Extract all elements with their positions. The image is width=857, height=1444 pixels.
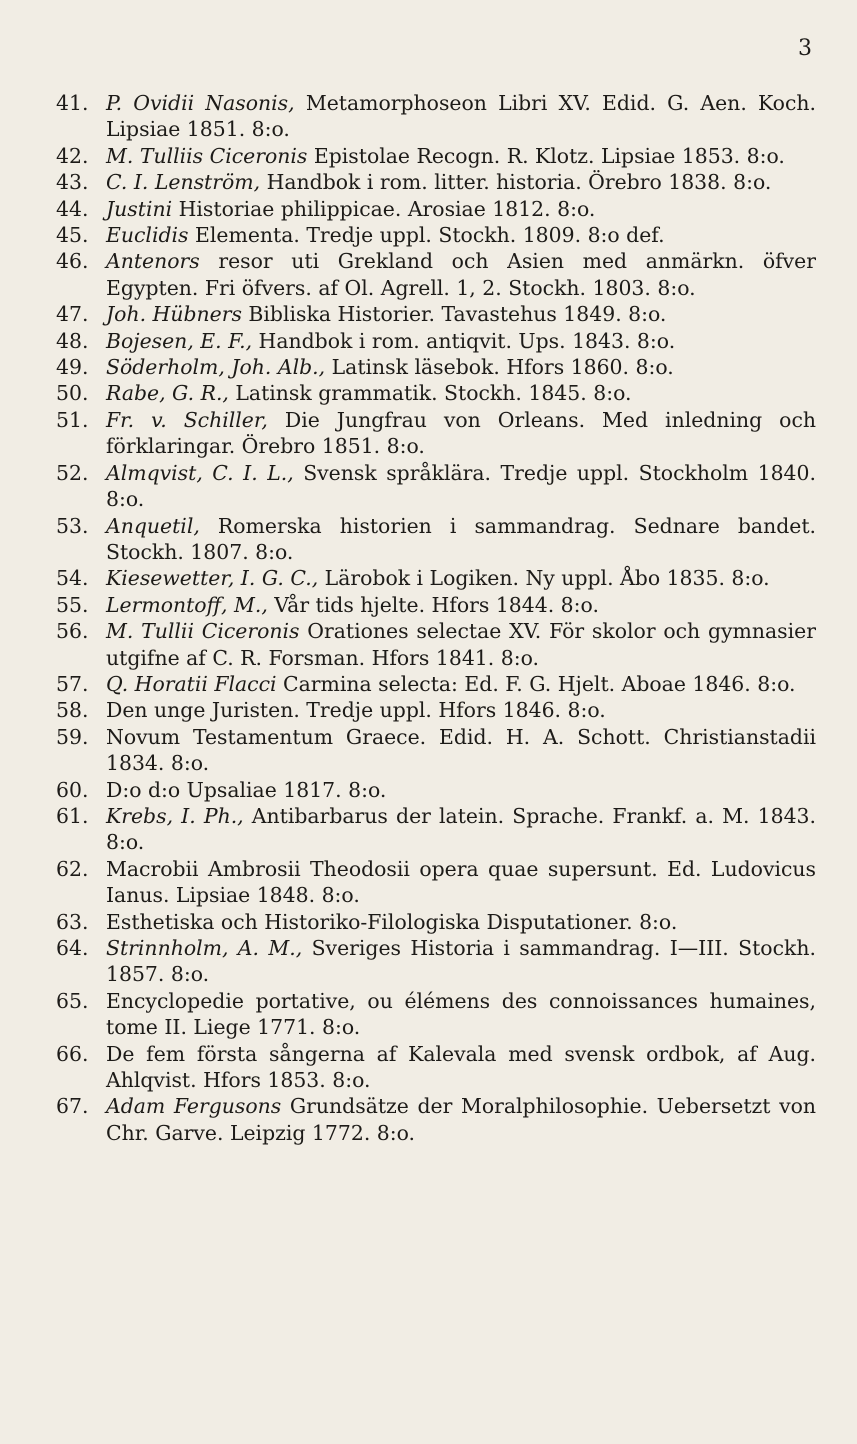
bibliography-entry	[56, 671, 816, 697]
bibliography-entry	[56, 328, 816, 354]
entry-number: 43.	[56, 170, 89, 195]
bibliography-entry	[56, 222, 816, 248]
bibliography-entry	[56, 513, 816, 566]
entry-text: Metamorphoseon Libri XV. Edid. G. Aen. Koch. Lipsiae 1851. 8:o.	[106, 91, 816, 142]
bibliography-entry	[56, 856, 816, 909]
entry-number: 48.	[56, 328, 89, 353]
bibliography-entry	[56, 803, 816, 856]
entry-number: 64.	[56, 936, 89, 960]
bibliography-entry	[56, 777, 816, 803]
entry-text: De fem första sångerna af Kalevala med svensk ordbok, af Aug. Ahlqvist. Hfors 1853. 8:o.	[106, 1041, 816, 1093]
bibliography-entry	[56, 169, 816, 195]
entry-number: 57.	[56, 671, 89, 696]
bibliography-entry	[56, 248, 816, 301]
entry-number: 52.	[56, 460, 89, 485]
entry-text: Vår tids hjelte. Hfors 1844. 8:o.	[267, 592, 599, 617]
entry-number: 44.	[56, 196, 89, 221]
entry-author: Euclidis	[106, 223, 189, 248]
entry-author: Söderholm, Joh. Alb.,	[106, 355, 326, 380]
entry-text: resor uti Grekland och Asien med anmärkn. öfver Egypten. Fri öfvers. af Ol. Agrell. 1, 2. Stockh. 1803. 8:o.	[106, 249, 816, 300]
entry-number: 55.	[56, 592, 89, 617]
bibliography-entry	[56, 407, 816, 460]
entry-number: 66.	[56, 1041, 89, 1066]
entry-text: Handbok i rom. antiqvit. Ups. 1843. 8:o.	[252, 328, 676, 353]
entry-number: 63.	[56, 909, 89, 934]
bibliography-entry	[56, 301, 816, 327]
entry-author: C. I. Lenström,	[106, 170, 261, 195]
entry-author: Justini	[106, 196, 173, 221]
entry-text: Grundsätze der Moralphilosophie. Uebersetzt von Chr. Garve. Leipzig 1772. 8:o.	[106, 1094, 816, 1145]
entry-text: Antibarbarus der latein. Sprache. Frankf. a. M. 1843. 8:o.	[106, 803, 816, 855]
entry-text: Latinsk grammatik. Stockh. 1845. 8:o.	[228, 381, 632, 406]
entry-number: 41.	[56, 91, 89, 115]
entry-author: Strinnholm, A. M.,	[106, 936, 303, 960]
entry-text: Handbok i rom. litter. historia. Örebro 1838. 8:o.	[260, 170, 772, 195]
entry-text: D:o d:o Upsaliae 1817. 8:o.	[106, 777, 387, 802]
entry-number: 56.	[56, 619, 89, 644]
entry-text: Lärobok i Logiken. Ny uppl. Åbo 1835. 8:o.	[318, 566, 770, 591]
entry-text: Svensk språklära. Tredje uppl. Stockholm 1840. 8:o.	[106, 460, 816, 512]
entry-text: Encyclopedie portative, ou élémens des connoissances humaines, tome II. Liege 1771. 8:o.	[106, 988, 816, 1040]
bibliography-entry	[56, 988, 816, 1041]
entry-author: Almqvist, C. I. L.,	[106, 460, 294, 485]
entry-number: 53.	[56, 513, 89, 538]
entry-number: 45.	[56, 223, 89, 248]
bibliography-entry	[56, 618, 816, 671]
entry-text: Bibliska Historier. Tavastehus 1849. 8:o.	[241, 302, 667, 327]
entry-author: Q. Horatii Flacci	[106, 671, 277, 696]
bibliography-entry	[56, 354, 816, 380]
entry-text: Esthetiska och Historiko-Filologiska Disputationer. 8:o.	[106, 909, 678, 934]
entry-number: 49.	[56, 355, 89, 380]
entry-author: Fr. v. Schiller,	[106, 407, 268, 432]
entry-author: P. Ovidii Nasonis,	[106, 91, 295, 115]
entry-author: Bojesen, E. F.,	[106, 328, 253, 353]
page-number: 3	[798, 36, 813, 61]
entry-author: Joh. Hübners	[106, 302, 242, 327]
entry-author: Lermontoff, M.,	[106, 592, 268, 617]
entry-text: Den unge Juristen. Tredje uppl. Hfors 1846. 8:o.	[106, 698, 606, 723]
entry-text: Macrobii Ambrosii Theodosii opera quae supersunt. Ed. Ludovicus Ianus. Lipsiae 1848. 8:o.	[106, 856, 816, 908]
entry-author: Adam Fergusons	[106, 1094, 282, 1119]
entry-author: Anquetil,	[106, 513, 200, 538]
entry-text: Romerska historien i sammandrag. Sednare bandet. Stockh. 1807. 8:o.	[106, 513, 816, 564]
bibliography-entry	[56, 196, 816, 222]
entry-text: Elementa. Tredje uppl. Stockh. 1809. 8:o def.	[188, 223, 665, 248]
entry-number: 58.	[56, 698, 89, 723]
bibliography-entry	[56, 1041, 816, 1094]
entry-author: M. Tulliis Ciceronis	[106, 143, 308, 168]
bibliography-entry	[56, 724, 816, 777]
entry-author: Kiesewetter, I. G. C.,	[106, 566, 319, 591]
entry-number: 59.	[56, 724, 89, 749]
entry-author: Krebs, I. Ph.,	[106, 803, 244, 828]
entry-number: 42.	[56, 143, 89, 168]
bibliography-entry	[56, 909, 816, 935]
entry-author: Antenors	[106, 249, 200, 274]
entry-text: Latinsk läsebok. Hfors 1860. 8:o.	[325, 355, 674, 380]
bibliography-entry	[56, 1093, 816, 1146]
bibliography-entry	[56, 143, 816, 169]
entry-number: 65.	[56, 988, 89, 1013]
entry-text: Historiae philippicae. Arosiae 1812. 8:o.	[172, 196, 596, 221]
entry-number: 51.	[56, 407, 89, 432]
bibliography-entry	[56, 380, 816, 406]
entry-number: 67.	[56, 1094, 89, 1119]
entry-text: Die Jungfrau von Orleans. Med inledning och förklaringar. Örebro 1851. 8:o.	[106, 407, 817, 459]
entry-text: Sveriges Historia i sammandrag. I—III. Stockh. 1857. 8:o.	[106, 936, 816, 987]
entry-number: 62.	[56, 856, 89, 881]
bibliography-entry	[56, 935, 816, 988]
entry-number: 54.	[56, 566, 89, 591]
entry-author: M. Tullii Ciceronis	[106, 619, 300, 644]
entry-number: 47.	[56, 302, 89, 327]
entry-text: Novum Testamentum Graece. Edid. H. A. Schott. Christianstadii 1834. 8:o.	[106, 724, 816, 776]
entry-text: Orationes selectae XV. För skolor och gymnasier utgifne af C. R. Forsman. Hfors 1841. 8:o.	[106, 619, 816, 670]
entry-text: Epistolae Recogn. R. Klotz. Lipsiae 1853. 8:o.	[307, 143, 785, 168]
bibliography-entry	[56, 460, 816, 513]
entry-number: 50.	[56, 381, 89, 406]
entry-text: Carmina selecta: Ed. F. G. Hjelt. Aboae 1846. 8:o.	[276, 671, 796, 696]
entry-number: 46.	[56, 249, 89, 274]
bibliography-entry	[56, 565, 816, 591]
entry-number: 60.	[56, 777, 89, 802]
bibliography-entry	[56, 697, 816, 723]
bibliography-entry	[56, 592, 816, 618]
bibliography-entry	[56, 90, 816, 143]
bibliography-list	[56, 90, 816, 1146]
entry-author: Rabe, G. R.,	[106, 381, 229, 406]
entry-number: 61.	[56, 803, 89, 828]
